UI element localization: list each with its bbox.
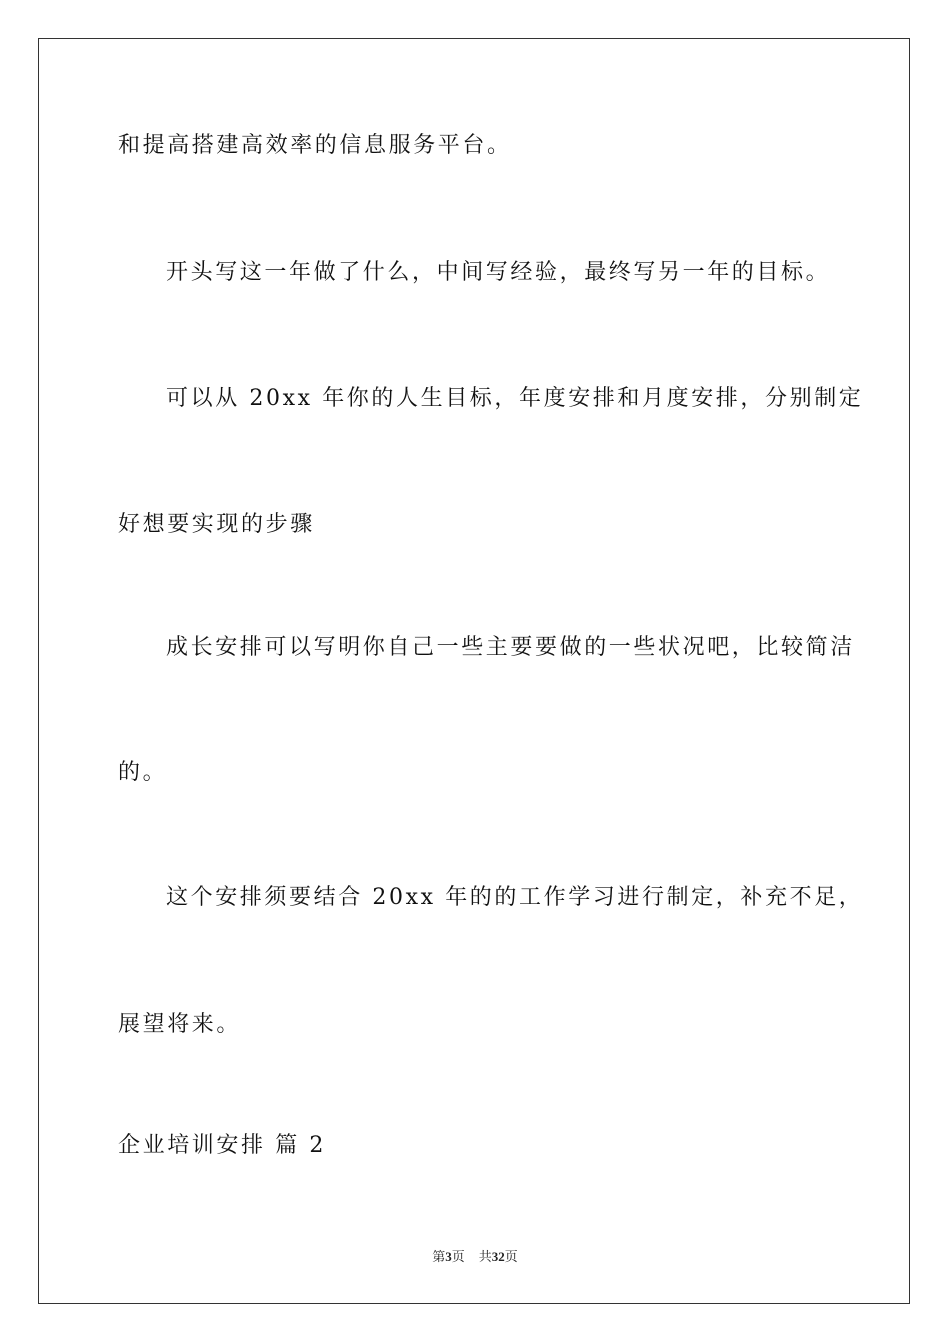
body-paragraph: 可以从 20xx 年你的人生目标，年度安排和月度安排，分别制定 — [166, 386, 864, 411]
total-label-prefix: 共 — [478, 1249, 492, 1264]
page-number: 3 — [445, 1249, 452, 1264]
total-pages: 32 — [491, 1249, 505, 1264]
body-paragraph: 成长安排可以写明你自己一些主要要做的一些状况吧，比较简洁 — [166, 635, 855, 660]
page-border — [38, 38, 910, 1304]
body-text-line: 好想要实现的步骤 — [118, 512, 315, 537]
page-footer — [0, 1246, 950, 1265]
section-heading: 企业培训安排 篇 2 — [118, 1133, 326, 1158]
body-paragraph: 这个安排须要结合 20xx 年的的工作学习进行制定，补充不足， — [166, 885, 864, 910]
page-label-suffix: 页 — [451, 1249, 465, 1264]
total-label-suffix: 页 — [504, 1249, 518, 1264]
body-text-line: 的。 — [118, 760, 168, 785]
body-paragraph: 开头写这一年做了什么，中间写经验，最终写另一年的目标。 — [166, 260, 831, 285]
body-text-line: 和提高搭建高效率的信息服务平台。 — [118, 133, 512, 158]
body-text-line: 展望将来。 — [118, 1012, 242, 1037]
page-label-prefix: 第 — [432, 1249, 446, 1264]
